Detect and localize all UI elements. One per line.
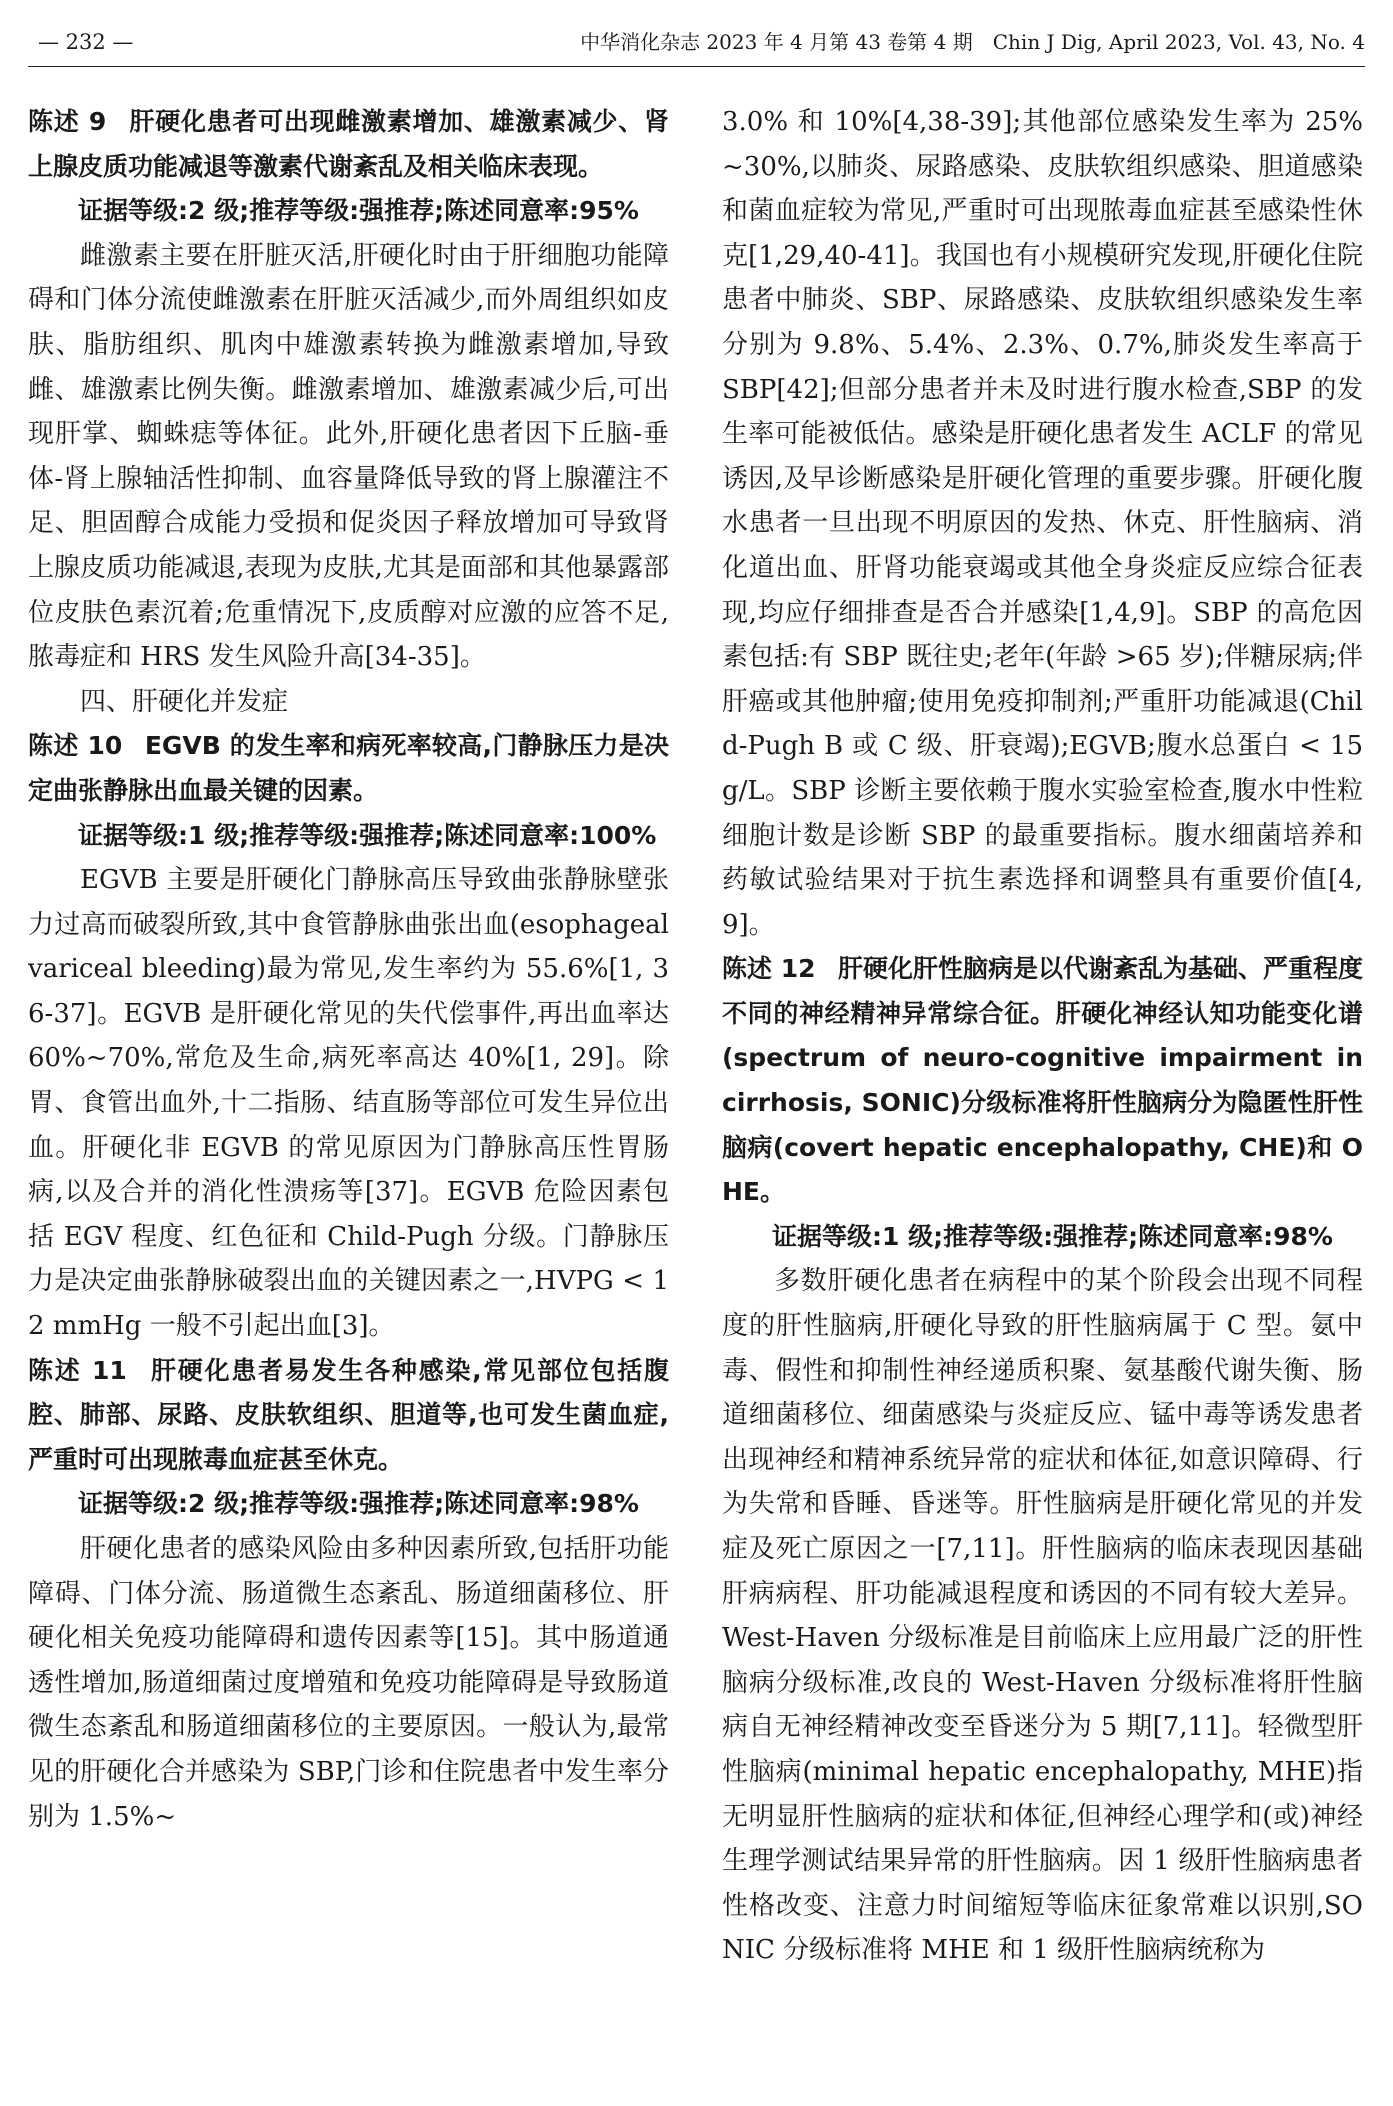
paragraph-infection: 肝硬化患者的感染风险由多种因素所致,包括肝功能障碍、门体分流、肠道微生态紊乱、肠道细菌移位、肝硬化相关免疫功能障碍和遗传因素等[15]。其中肠道通透性增加,肠道细菌过度增殖和免疫功能障碍是导致肠道微生态紊乱和肠道细菌移位的主要原因。一般认为,最常见的肝硬化合并感染为 SBP,门诊和住院患者中发生率分别为 1.5%~ bbox=[28, 1534, 669, 1832]
statement-9-label: 陈述 9 bbox=[28, 107, 107, 136]
paragraph-estrogen: 雌激素主要在肝脏灭活,肝硬化时由于肝细胞功能障碍和门体分流使雌激素在肝脏灭活减少,而外周组织如皮肤、脂肪组织、肌肉中雄激素转换为雌激素增加,导致雌、雄激素比例失衡。雌激素增加、雄激素减少后,可出现肝掌、蜘蛛痣等体征。此外,肝硬化患者因下丘脑-垂体-肾上腺轴活性抑制、血容量降低导致的肾上腺灌注不足、胆固醇合成能力受损和促炎因子释放增加可导致肾上腺皮质功能减退,表现为皮肤,尤其是面部和其他暴露部位皮肤色素沉着;危重情况下,皮质醇对应激的应答不足,脓毒症和 HRS 发生风险升高[34-35]。 bbox=[28, 240, 669, 673]
statement-12 bbox=[722, 947, 1363, 1215]
statement-11-text: 肝硬化患者易发生各种感染,常见部位包括腹腔、肺部、尿路、皮肤软组织、胆道等,也可发生菌血症,严重时可出现脓毒血症甚至休克。 bbox=[28, 1355, 669, 1474]
paragraph-egvb: EGVB 主要是肝硬化门静脉高压导致曲张静脉壁张力过高而破裂所致,其中食管静脉曲张出血(esophageal variceal bleeding)最为常见,发生率约为 55.6%[1, 36-37]。EGVB 是肝硬化常见的失代偿事件,再出血率达 60%~70%,常危及生命,病死率高达 40%[1, 29]。除胃、食管出血外,十二指肠、结直肠等部位可发生异位出血。肝硬化非 EGVB 的常见原因为门静脉高压性胃肠病,以及合并的消化性溃疡等[37]。EGVB 危险因素包括 EGV 程度、红色征和 Child-Pugh 分级。门静脉压力是决定曲张静脉破裂出血的关键因素之一,HVPG < 12 mmHg 一般不引起出血[3]。 bbox=[28, 865, 669, 1342]
statement-10-text: EGVB 的发生率和病死率较高,门静脉压力是决定曲张静脉出血最关键的因素。 bbox=[28, 731, 669, 805]
statement-10-evidence: 证据等级:1 级;推荐等级:强推荐;陈述同意率:100% bbox=[78, 820, 657, 850]
statement-12-label: 陈述 12 bbox=[722, 954, 816, 984]
section-heading-complications: 四、肝硬化并发症 bbox=[80, 686, 289, 717]
header-rule bbox=[28, 66, 1365, 67]
statement-12-text: 肝硬化肝性脑病是以代谢紊乱为基础、严重程度不同的神经精神异常综合征。肝硬化神经认知功能变化谱(spectrum of neuro-cognitive impairment in cirrhosis, SONIC)分级标准将肝性脑病分为隐匿性肝性脑病(covert hepatic encephalopathy, CHE)和 OHE。 bbox=[722, 954, 1363, 1207]
right-column bbox=[722, 100, 1363, 2090]
statement-9 bbox=[28, 100, 669, 189]
statement-12-evidence: 证据等级:1 级;推荐等级:强推荐;陈述同意率:98% bbox=[772, 1221, 1333, 1251]
running-header bbox=[28, 22, 1365, 62]
statement-11 bbox=[28, 1349, 669, 1483]
left-column bbox=[28, 100, 669, 2090]
paragraph-infection-continued: 3.0% 和 10%[4,38-39];其他部位感染发生率为 25%~30%,以肺炎、尿路感染、皮肤软组织感染、胆道感染和菌血症较为常见,严重时可出现脓毒血症甚至感染性休克[1,29,40-41]。我国也有小规模研究发现,肝硬化住院患者中肺炎、SBP、尿路感染、皮肤软组织感染发生率分别为 9.8%、5.4%、2.3%、0.7%,肺炎发生率高于 SBP[42];但部分患者并未及时进行腹水检查,SBP 的发生率可能被低估。感染是肝硬化患者发生 ACLF 的常见诱因,及早诊断感染是肝硬化管理的重要步骤。肝硬化腹水患者一旦出现不明原因的发热、休克、肝性脑病、消化道出血、肝肾功能衰竭或其他全身炎症反应综合征表现,均应仔细排查是否合并感染[1,4,9]。SBP 的高危因素包括:有 SBP 既往史;老年(年龄 >65 岁);伴糖尿病;伴肝癌或其他肿瘤;使用免疫抑制剂;严重肝功能减退(Child-Pugh B 或 C 级、肝衰竭);EGVB;腹水总蛋白 < 15 g/L。SBP 诊断主要依赖于腹水实验室检查,腹水中性粒细胞计数是诊断 SBP 的最重要指标。腹水细菌培养和药敏试验结果对于抗生素选择和调整具有重要价值[4,9]。 bbox=[722, 107, 1363, 940]
page-number: — 232 — bbox=[38, 30, 134, 54]
statement-11-label: 陈述 11 bbox=[28, 1355, 127, 1385]
statement-10 bbox=[28, 724, 669, 813]
statement-11-evidence: 证据等级:2 级;推荐等级:强推荐;陈述同意率:98% bbox=[78, 1489, 639, 1519]
statement-9-evidence: 证据等级:2 级;推荐等级:强推荐;陈述同意率:95% bbox=[78, 196, 639, 226]
statement-9-text: 肝硬化患者可出现雌激素增加、雄激素减少、肾上腺皮质功能减退等激素代谢紊乱及相关临床表现。 bbox=[28, 107, 669, 181]
journal-citation: 中华消化杂志 2023 年 4 月第 43 卷第 4 期 Chin J Dig, April 2023, Vol. 43, No. 4 bbox=[580, 30, 1365, 54]
statement-10-label: 陈述 10 bbox=[28, 731, 123, 761]
paragraph-hepatic-encephalopathy: 多数肝硬化患者在病程中的某个阶段会出现不同程度的肝性脑病,肝硬化导致的肝性脑病属于 C 型。氨中毒、假性和抑制性神经递质积聚、氨基酸代谢失衡、肠道细菌移位、细菌感染与炎症反应、锰中毒等诱发患者出现神经和精神系统异常的症状和体征,如意识障碍、行为失常和昏睡、昏迷等。肝性脑病是肝硬化常见的并发症及死亡原因之一[7,11]。肝性脑病的临床表现因基础肝病病程、肝功能减退程度和诱因的不同有较大差异。West-Haven 分级标准是目前临床上应用最广泛的肝性脑病分级标准,改良的 West-Haven 分级标准将肝性脑病自无神经精神改变至昏迷分为 5 期[7,11]。轻微型肝性脑病(minimal hepatic encephalopathy, MHE)指无明显肝性脑病的症状和体征,但神经心理学和(或)神经生理学测试结果异常的肝性脑病。因 1 级肝性脑病患者性格改变、注意力时间缩短等临床征象常难以识别,SONIC 分级标准将 MHE 和 1 级肝性脑病统称为 bbox=[722, 1266, 1363, 1966]
